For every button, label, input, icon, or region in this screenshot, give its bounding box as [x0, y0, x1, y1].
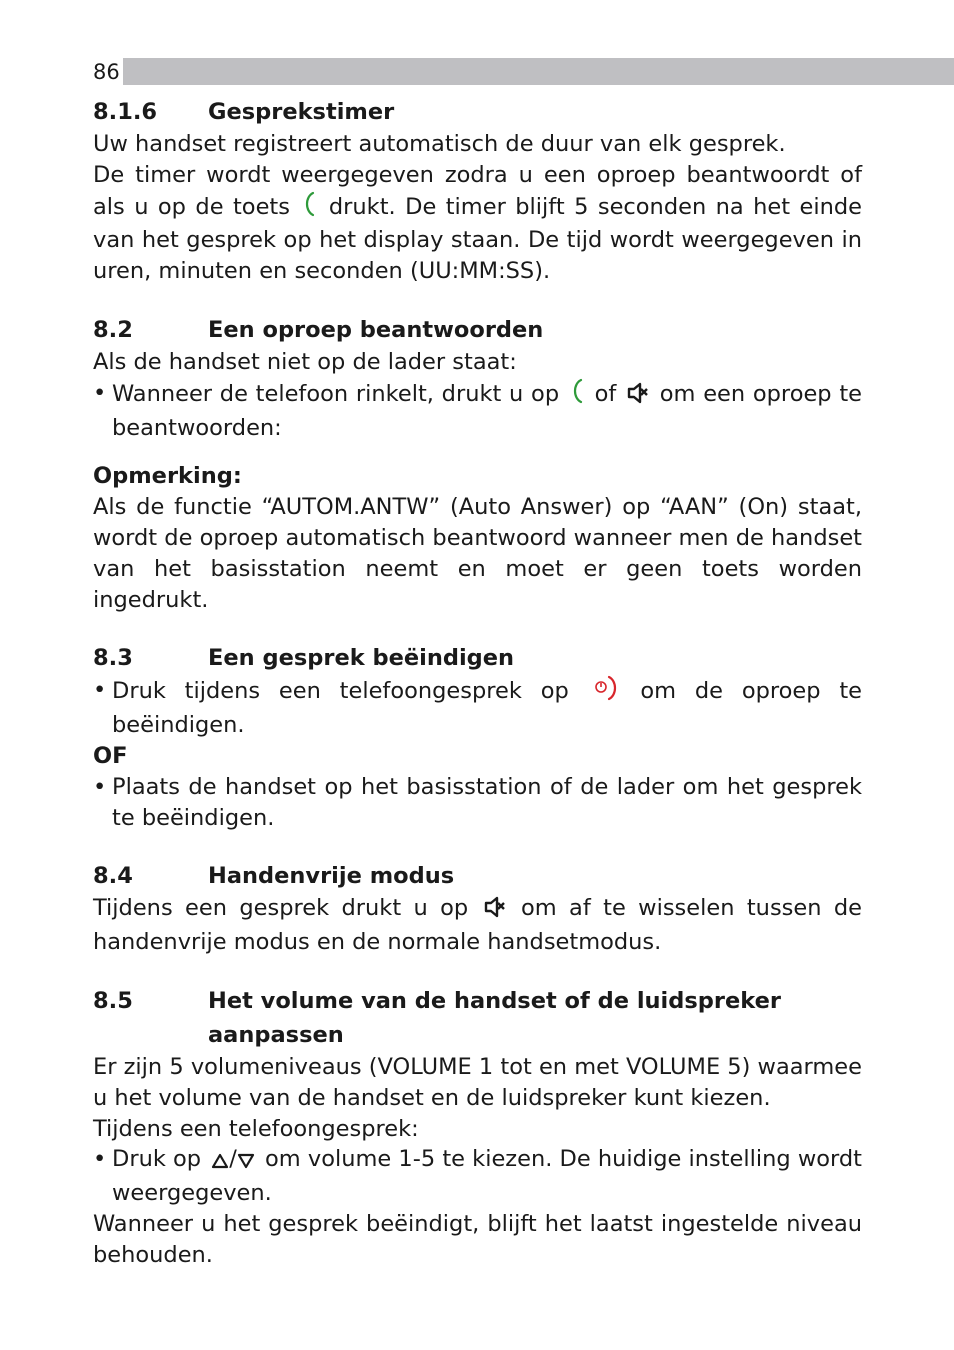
speaker-icon — [627, 382, 649, 413]
paragraph — [93, 893, 862, 958]
text-run: Druk op — [112, 1146, 209, 1173]
note-text: Als de functie “AUTOM.ANTW” (Auto Answer) op “AAN” (On) staat, wordt de oproep automatisch beantwoord wanneer men de handset van het basisstation neemt en moet er geen toets worden ingedrukt. — [93, 494, 862, 613]
section-number: 8.4 — [93, 863, 133, 890]
section-title: Gesprekstimer — [208, 99, 395, 125]
list-item — [93, 675, 862, 741]
bullet: • — [93, 773, 107, 800]
page-number: 86 — [93, 58, 123, 85]
section-heading-8-3 — [93, 641, 862, 675]
bullet: • — [93, 677, 107, 704]
paragraph: Wanneer u het gesprek beëindigt, blijft het laatst ingestelde niveau behouden. — [93, 1210, 862, 1268]
text-run: Tijdens een gesprek drukt u op — [93, 895, 481, 922]
section-heading-8-2 — [93, 313, 862, 347]
text-run: Druk tijdens een telefoongesprek op — [112, 678, 588, 705]
text-run: De timer wordt weergegeven zodra u een oproep beantwoordt of als u op de toets — [93, 161, 862, 220]
text-run: Wanneer de telefoon rinkelt, drukt u op — [112, 380, 567, 407]
text-run: om af te wisselen tussen de handenvrije modus en de normale handsetmodus. — [93, 895, 862, 956]
paragraph — [93, 160, 862, 287]
note-title: Opmerking: — [93, 463, 242, 490]
section-heading-8-5 — [93, 984, 862, 1052]
section-title: Een gesprek beëindigen — [208, 645, 515, 672]
up-arrow-icon — [211, 1147, 229, 1178]
text-run: of — [586, 380, 625, 407]
section-heading-8-4 — [93, 859, 862, 893]
text-run: Plaats de handset op het basisstation of de lader om het gesprek te beëindigen. — [112, 773, 862, 831]
speaker-icon — [484, 896, 506, 927]
text-run: om de oproep te beëindigen. — [112, 678, 862, 739]
section-title: Handenvrije modus — [208, 863, 455, 890]
paragraph: Er zijn 5 volumeniveaus (VOLUME 1 tot en met VOLUME 5) waarmee u het volume van de handset en de luidspreker kunt kiezen. — [93, 1053, 862, 1111]
paragraph: Tijdens een telefoongesprek: — [93, 1115, 419, 1142]
list-item: • Druk op / om volume 1-5 te kiezen. De huidige instelling wordt weergegeven. — [93, 1144, 862, 1209]
section-number: 8.2 — [93, 316, 133, 343]
bullet: • — [93, 379, 107, 406]
section-number: 8.3 — [93, 645, 133, 672]
list-item — [93, 378, 862, 444]
section-title: Het volume van de handset of de luidspreker aanpassen — [208, 987, 781, 1048]
bullet: • — [93, 1146, 107, 1173]
text-run: om volume 1-5 te kiezen. De huidige instelling wordt weergegeven. — [112, 1146, 862, 1207]
or-label: OF — [93, 742, 128, 769]
list-item — [93, 772, 862, 834]
paragraph: Als de handset niet op de lader staat: — [93, 348, 517, 375]
page-content — [93, 95, 862, 1271]
paragraph: Uw handset registreert automatisch de duur van elk gesprek. — [93, 131, 786, 157]
text-run: drukt. De timer blijft 5 seconden na het einde van het gesprek op het display staan. De tijd wordt weergegeven in uren, minuten en seconden (UU:MM:SS). — [93, 193, 863, 285]
talk-icon — [302, 191, 316, 226]
section-number: 8.1.6 — [93, 99, 158, 125]
section-number: 8.5 — [93, 987, 133, 1014]
talk-icon — [570, 378, 584, 413]
down-arrow-icon — [237, 1147, 255, 1178]
header-bar — [93, 58, 954, 85]
end-call-icon — [591, 675, 619, 710]
section-heading-8-1-6 — [93, 95, 862, 129]
section-title: Een oproep beantwoorden — [208, 316, 544, 343]
text-run: om een oproep te beantwoorden: — [112, 380, 862, 441]
